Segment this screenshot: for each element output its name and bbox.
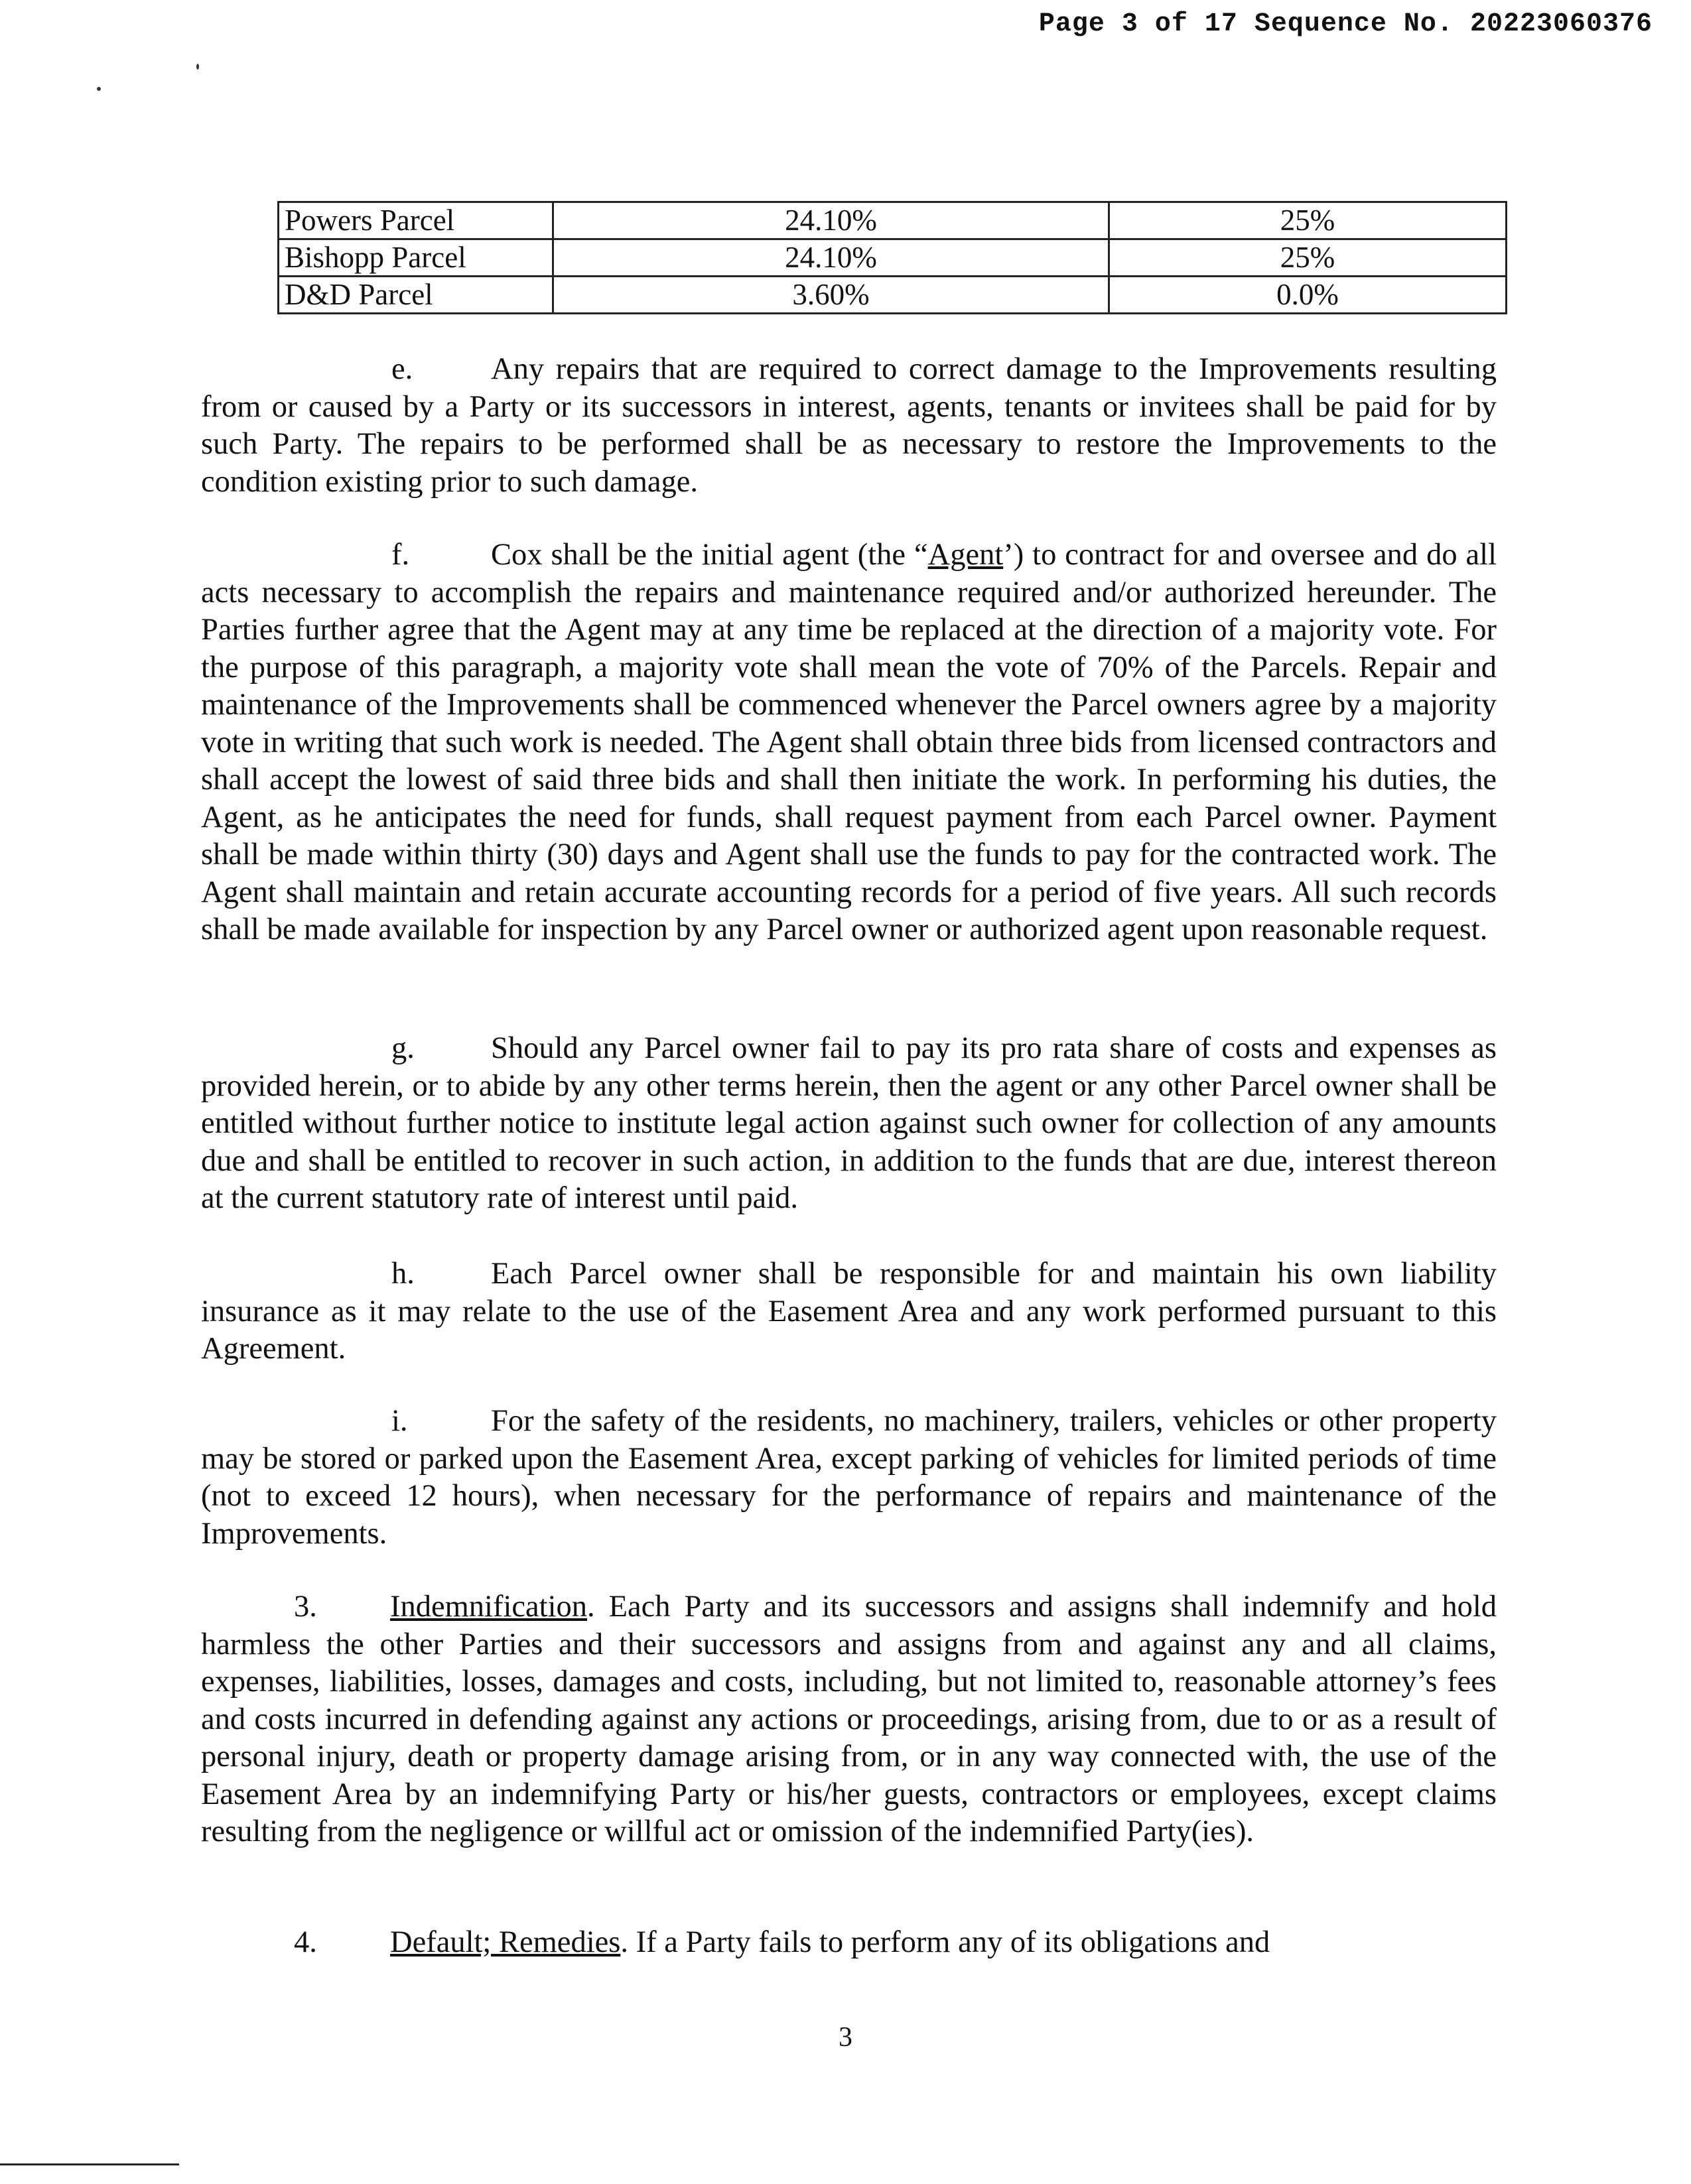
paragraph-text: For the safety of the residents, no machinery, trailers, vehicles or other property may be stored or parked upon the Easement Area, except parking of vehicles for limited periods of time (not to exceed 12 hours), when necessary for the performance of repairs and maintenance of the Improvements. xyxy=(201,1404,1497,1551)
table-cell: 0.0% xyxy=(1109,277,1507,314)
scan-speck xyxy=(97,87,101,91)
table-cell: 25% xyxy=(1109,239,1507,277)
paragraph-text: Each Parcel owner shall be responsible for and maintain his own liability insurance as it may relate to the use of the Easement Area and any work performed pursuant to this Agreement. xyxy=(201,1257,1497,1366)
defined-term-agent: Agent xyxy=(927,538,1004,572)
section-number: 3. xyxy=(294,1590,317,1624)
paragraph-i xyxy=(201,1403,1497,1553)
table-cell: 3.60% xyxy=(553,277,1109,314)
paragraph-text: Cox shall be the initial agent (the “ xyxy=(491,538,928,572)
section-4-default-remedies xyxy=(201,1924,1497,1962)
table-cell: Bishopp Parcel xyxy=(279,239,553,277)
section-3-indemnification xyxy=(201,1588,1497,1851)
section-heading: Default; Remedies xyxy=(390,1925,621,1959)
scan-speck xyxy=(196,64,199,70)
paragraph-h xyxy=(201,1255,1497,1368)
paragraph-label: f. xyxy=(391,538,410,572)
paragraph-text: ’) to contract for and oversee and do all acts necessary to accomplish the repairs and maintenance required and/or authorized hereunder. The Parties further agree that the Agent may at any time be replaced at the direction of a majority vote. For the purpose of this paragraph, a majority vote shall mean the vote of 70% of the Parcels. Repair and maintenance of the Improvements shall be commenced whenever the Parcel owners agree by a majority vote in writing that such work is needed. The Agent shall obtain three bids from licensed contractors and shall accept the lowest of said three bids and shall then initiate the work. In performing his duties, the Agent, as he anticipates the need for funds, shall request payment from each Parcel owner. Payment shall be made within thirty (30) days and Agent shall use the funds to pay for the contracted work. The Agent shall maintain and retain accurate accounting records for a period of five years. All such records shall be made available for inspection by any Parcel owner or authorized agent upon reasonable request. xyxy=(201,538,1497,946)
paragraph-e xyxy=(201,351,1497,501)
table-cell: Powers Parcel xyxy=(279,202,553,239)
table-cell: 25% xyxy=(1109,202,1507,239)
paragraph-text: . If a Party fails to perform any of its obligations and xyxy=(620,1925,1270,1959)
paragraph-label: h. xyxy=(391,1257,415,1291)
parcel-share-table xyxy=(277,201,1507,314)
paragraph-label: i. xyxy=(391,1404,408,1438)
table-cell: 24.10% xyxy=(553,239,1109,277)
sequence-header: Page 3 of 17 Sequence No. 20223060376 xyxy=(1038,9,1653,39)
section-number: 4. xyxy=(294,1925,317,1959)
paragraph-label: g. xyxy=(391,1031,415,1065)
table-cell: 24.10% xyxy=(553,202,1109,239)
page-number: 3 xyxy=(839,2022,852,2053)
paragraph-text: . Each Party and its successors and assigns shall indemnify and hold harmless the other Parties and their successors and assigns from and against any and all claims, expenses, liabilities, losses, damages and costs, including, but not limited to, reasonable attorney’s fees and costs incurred in defending against any actions or proceedings, arising from, due to or as a result of personal injury, death or property damage arising from, or in any way connected with, the use of the Easement Area by an indemnifying Party or his/her guests, contractors or employees, except claims resulting from the negligence or willful act or omission of the indemnified Party(ies). xyxy=(201,1590,1497,1848)
paragraph-text: Any repairs that are required to correct damage to the Improvements resulting from or caused by a Party or its successors in interest, agents, tenants or invitees shall be paid for by such Party. The repairs to be performed shall be as necessary to restore the Improvements to the condition existing prior to such damage. xyxy=(201,352,1497,499)
paragraph-f xyxy=(201,537,1497,949)
table-row xyxy=(279,239,1507,277)
paragraph-label: e. xyxy=(391,352,413,386)
footer-rule xyxy=(0,2163,179,2165)
paragraph-g xyxy=(201,1030,1497,1218)
table-row xyxy=(279,277,1507,314)
table-row xyxy=(279,202,1507,239)
section-heading: Indemnification xyxy=(390,1590,587,1624)
table-cell: D&D Parcel xyxy=(279,277,553,314)
paragraph-text: Should any Parcel owner fail to pay its pro rata share of costs and expenses as provided herein, or to abide by any other terms herein, then the agent or any other Parcel owner shall be entitled without further notice to institute legal action against such owner for collection of any amounts due and shall be entitled to recover in such action, in addition to the funds that are due, interest thereon at the current statutory rate of interest until paid. xyxy=(201,1031,1497,1215)
